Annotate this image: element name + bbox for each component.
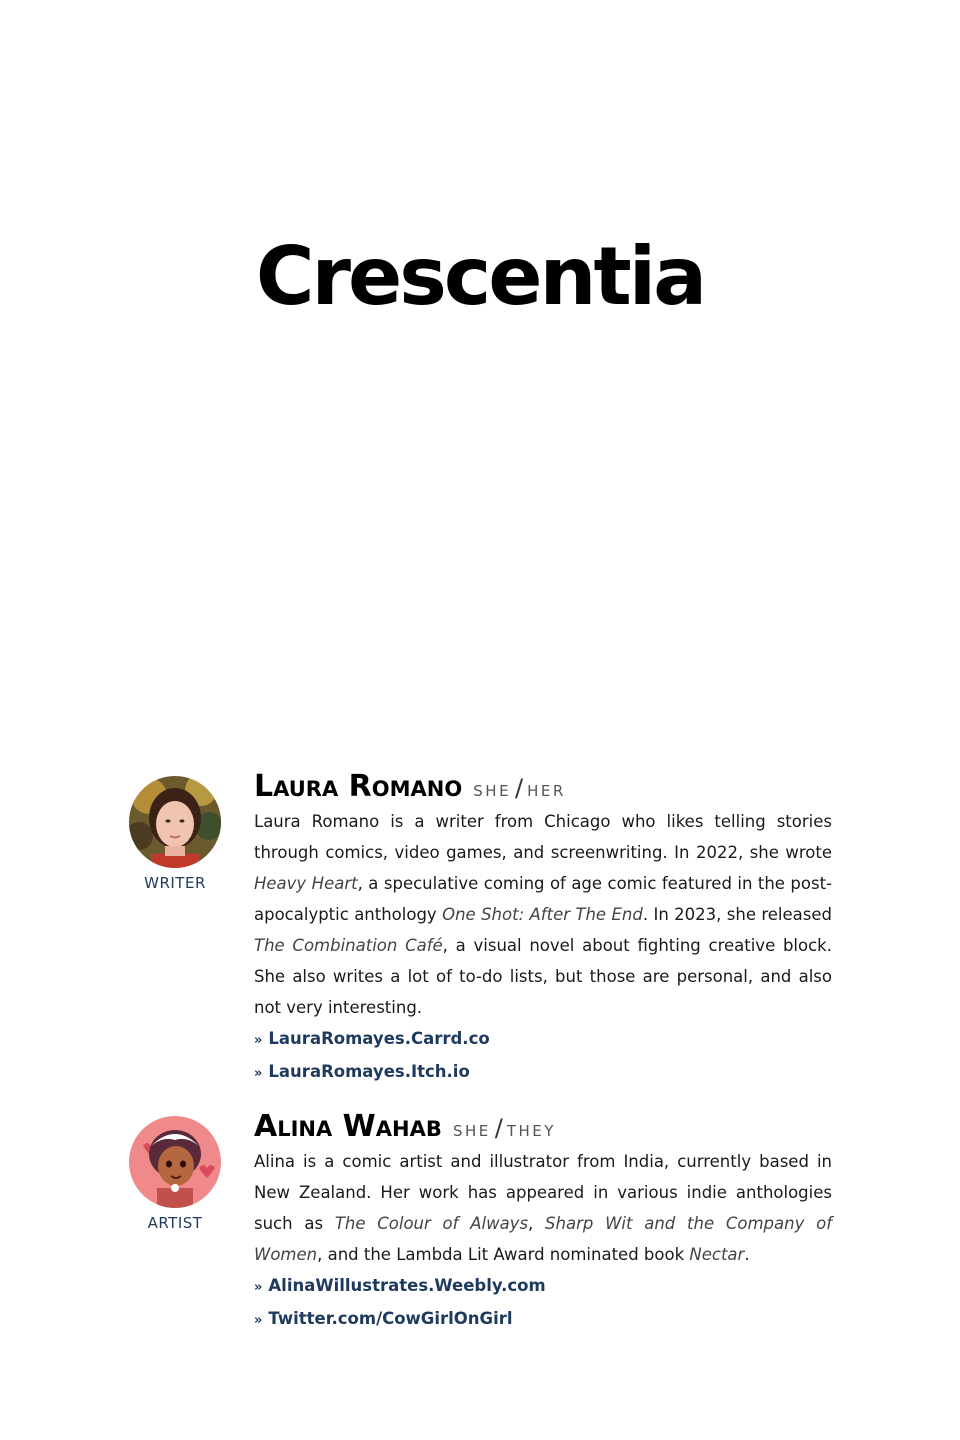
link-marker-icon: » xyxy=(254,1033,263,1048)
creator-link[interactable] xyxy=(254,1056,832,1089)
creator-link[interactable] xyxy=(254,1303,832,1336)
artist-avatar-column xyxy=(128,1116,222,1232)
link-marker-icon: » xyxy=(254,1313,263,1328)
writer-name-line xyxy=(254,768,832,806)
bio-text: , a speculative coming of age comic featured in the post-apocalyptic anthology xyxy=(254,874,833,924)
link-marker-icon: » xyxy=(254,1280,263,1295)
writer-links xyxy=(254,1023,832,1089)
artist-bio xyxy=(254,1146,832,1270)
pronoun-separator: / xyxy=(494,1114,503,1142)
writer-bio xyxy=(254,806,832,1023)
artist-role-label: ARTIST xyxy=(147,1214,203,1232)
bio-title-italic: Heavy Heart xyxy=(254,874,358,893)
artist-content xyxy=(254,1108,832,1336)
writer-role-label: WRITER xyxy=(144,874,206,892)
bio-text: . xyxy=(744,1245,750,1264)
creator-link-text[interactable]: Twitter.com/CowGirlOnGirl xyxy=(268,1309,513,1328)
creator-link-text[interactable]: LauraRomayes.Carrd.co xyxy=(268,1029,490,1048)
bio-text: . In 2023, she released xyxy=(642,905,833,924)
pronoun-separator: / xyxy=(515,774,524,802)
bio-text: Alina is a comic artist and illustrator from India, currently based in New Zealand. Her work has appeared in various indie anthologies such as xyxy=(254,1152,832,1233)
bio-text: , and the Lambda Lit Award nominated book xyxy=(317,1245,690,1264)
artist-links xyxy=(254,1270,832,1336)
bio-title-italic: The Colour of Always xyxy=(334,1214,529,1233)
writer-pronoun-b: HER xyxy=(527,782,566,800)
writer-content xyxy=(254,768,832,1089)
bio-title-italic: One Shot: After The End xyxy=(442,905,643,924)
writer-pronoun-a: SHE xyxy=(473,782,512,800)
bio-title-italic: The Combination Café xyxy=(254,936,443,955)
writer-name: Laura Romano xyxy=(254,769,463,804)
bio-title-italic: Sharp Wit and the Company of Women xyxy=(254,1214,833,1264)
bio-text: , xyxy=(528,1214,546,1233)
creator-link[interactable] xyxy=(254,1270,832,1303)
bio-title-italic: Nectar xyxy=(689,1245,745,1264)
artist-name-line xyxy=(254,1108,832,1146)
artist-pronoun-b: THEY xyxy=(506,1122,556,1140)
artist-avatar xyxy=(129,1116,221,1208)
artist-pronoun-a: SHE xyxy=(452,1122,491,1140)
page-title: Crescentia xyxy=(255,230,705,323)
artist-name: Alina Wahab xyxy=(254,1109,442,1144)
writer-avatar xyxy=(129,776,221,868)
creator-link-text[interactable]: LauraRomayes.Itch.io xyxy=(268,1062,470,1081)
creator-link-text[interactable]: AlinaWillustrates.Weebly.com xyxy=(268,1276,546,1295)
writer-avatar-column xyxy=(128,776,222,892)
creator-link[interactable] xyxy=(254,1023,832,1056)
link-marker-icon: » xyxy=(254,1066,263,1081)
bio-text: , a visual novel about fighting creative block. She also writes a lot of to-do lists, but those are personal, and also not very interesting. xyxy=(254,936,832,1017)
bio-text: Laura Romano is a writer from Chicago who likes telling stories through comics, video games, and screenwriting. In 2022, she wrote xyxy=(254,812,832,862)
